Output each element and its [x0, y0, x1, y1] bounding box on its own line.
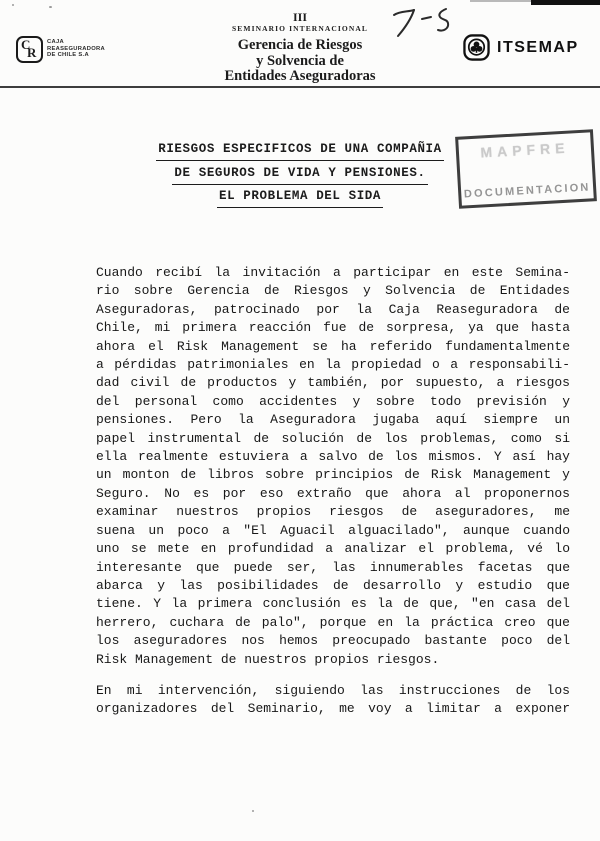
- itsemap-logo: [463, 34, 579, 61]
- body-line: herrero, cuchara de palo", porque en la práctica creo que: [96, 614, 570, 630]
- body-line: rio sobre Gerencia de Riesgos y Solvencia de Entidades: [96, 283, 570, 299]
- documentation-stamp: [455, 129, 597, 209]
- body-line: suena un poco a "El Aguacil alguacilado", aunque cuando: [96, 522, 570, 538]
- seminar-series: SEMINARIO INTERNACIONAL: [232, 24, 368, 33]
- caja-org-line: CAJA: [47, 39, 64, 45]
- body-line: a pérdidas patrimoniales en la propiedad o a responsabili-: [96, 357, 570, 373]
- seminar-name-line: y Solvencia de: [256, 52, 344, 69]
- document-title-line: EL PROBLEMA DEL SIDA: [217, 188, 383, 208]
- body-line: del personal como accidentes y sobre todo previsión y: [96, 393, 570, 409]
- body-line: papel instrumental de solución de los problemas, como si: [96, 430, 570, 446]
- body-text: [96, 264, 570, 719]
- body-line: abarca y las posibilidades de desarrollo y estudio que: [96, 577, 570, 593]
- body-line: ahora el Risk Management se ha referido fundamentalmente: [96, 338, 570, 354]
- body-line: Cuando recibí la invitación a participar en este Semina-: [96, 265, 570, 280]
- scan-black-bar: [531, 0, 600, 5]
- body-line: Aseguradoras, patrocinado por la Caja Reaseguradora de: [96, 301, 570, 317]
- body-line: uno se mete en profundidad a analizar el problema, vé lo: [96, 541, 570, 557]
- body-line: dad civil de productos y también, por supuesto, a riesgos: [96, 375, 570, 391]
- header-divider: [0, 86, 600, 88]
- seminar-name-line: Gerencia de Riesgos: [237, 37, 363, 53]
- body-line: tiene. Y la primera conclusión es la de que, "en casa del: [96, 596, 570, 612]
- stamp-org-name: MAPFRE: [479, 139, 570, 161]
- cr-monogram-c: C: [21, 37, 31, 52]
- body-line: ella realmente estuviera a salvo de los mismos. Y así hay: [96, 449, 570, 465]
- body-line: interesante que puede ser, las innumerables facetas que: [96, 559, 570, 575]
- body-line: un monton de libros sobre principios de Risk Management y: [96, 467, 570, 483]
- document-title-line: DE SEGUROS DE VIDA Y PENSIONES.: [172, 165, 427, 185]
- seminar-numeral: III: [292, 10, 307, 24]
- document-title-line: RIESGOS ESPECIFICOS DE UNA COMPAÑIA: [156, 141, 444, 161]
- scan-speck: [49, 6, 52, 8]
- body-line: pensiones. Pero la Aseguradora jugaba aquí siempre un: [96, 412, 570, 428]
- body-line: examinar nuestros propios riesgos de aseguradores, me: [96, 504, 570, 520]
- body-line: Risk Management de nuestros propios riesgos.: [96, 651, 440, 667]
- scan-speck: [12, 4, 14, 6]
- caja-org-line: REASEGURADORA: [47, 45, 106, 52]
- body-line: organizadores del Seminario, me voy a limitar a exponer: [96, 701, 570, 717]
- body-line: Chile, mi primera reacción fue de sorpresa, ya que hasta: [96, 320, 570, 336]
- body-line: En mi intervención, siguiendo las instrucciones de los: [96, 682, 570, 698]
- caja-org-line: DE CHILE S.A: [47, 52, 89, 59]
- seminar-name-line: Entidades Aseguradoras: [224, 68, 376, 84]
- body-line: Seguro. No es por eso extraño que ahora al proponernos: [96, 485, 570, 501]
- cr-monogram-r: R: [27, 45, 37, 60]
- itsemap-wordmark: ITSEMAP: [497, 38, 579, 56]
- itsemap-trefoil-icon: [463, 34, 490, 61]
- scan-speck: [252, 810, 254, 812]
- body-line: los aseguradores nos hemos preocupado bastante poco del: [96, 633, 570, 649]
- stamp-label: DOCUMENTACION: [463, 181, 591, 201]
